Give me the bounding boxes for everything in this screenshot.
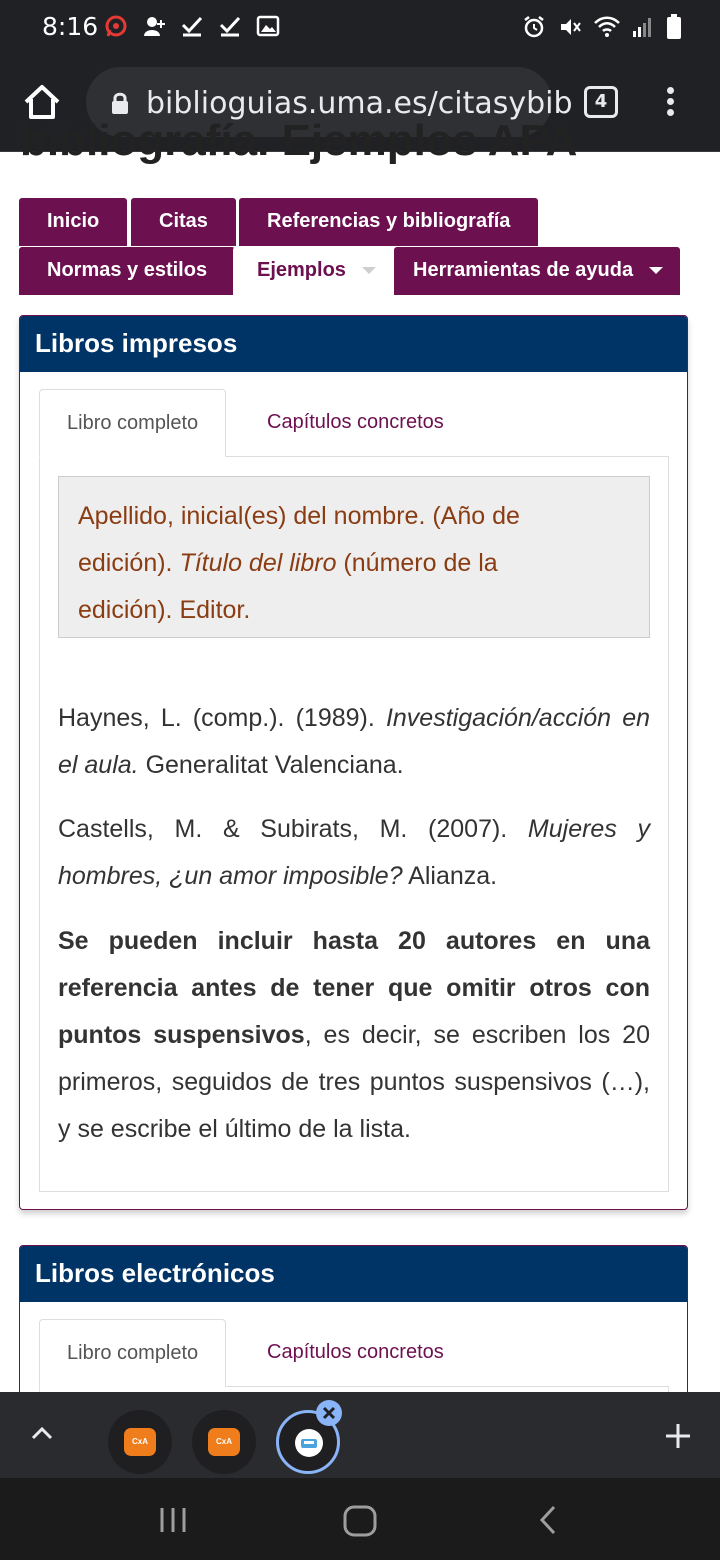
note-text: , es decir, se escriben los 20 primeros, seguidos de tres puntos suspensivos (…), y se escribe el último de la lista. — [58, 1021, 650, 1143]
dropdown-caret-icon — [362, 267, 376, 274]
tab-referencias[interactable]: Referencias y bibliografía — [239, 198, 538, 246]
lock-icon — [110, 91, 130, 115]
check-icon — [180, 14, 204, 38]
page-title: bibliografía. Ejemplos APA — [20, 116, 578, 165]
box-header: Libros impresos — [20, 316, 687, 372]
back-icon[interactable] — [538, 1504, 558, 1536]
tab-libro-completo[interactable]: Libro completo — [39, 389, 226, 457]
format-title-italic: Título del libro — [179, 549, 337, 577]
reference-text: Alianza. — [402, 862, 498, 890]
notification-icons — [104, 14, 280, 38]
check-icon-2 — [218, 14, 242, 38]
status-time: 8:16 — [42, 12, 99, 41]
add-contact-icon — [142, 14, 166, 38]
reference-text: Haynes, L. (comp.). (1989). — [58, 704, 386, 732]
tab-thumbnail-1[interactable] — [108, 1410, 172, 1474]
format-text-part: Apellido, inicial(es) del nombre. (Año de edición). — [78, 502, 520, 577]
favicon: CxA — [208, 1428, 240, 1456]
menu-dot — [667, 87, 674, 94]
format-text-part: (número de la edición). Editor. — [78, 549, 498, 624]
battery-icon — [666, 14, 682, 40]
tab-capitulos-concretos[interactable]: Capítulos concretos — [267, 1341, 444, 1363]
menu-dot — [667, 98, 674, 105]
reference-text: Generalitat Valenciana. — [138, 751, 404, 779]
tab-switcher-button[interactable]: 4 — [584, 86, 618, 118]
image-icon — [256, 14, 280, 38]
signal-icon — [632, 15, 654, 39]
tab-libro-completo[interactable]: Libro completo — [39, 1319, 226, 1387]
authors-note — [58, 918, 650, 1153]
tab-herramientas-label: Herramientas de ayuda — [413, 259, 634, 281]
close-icon — [322, 1406, 336, 1420]
note-bold: Se pueden incluir hasta 20 autores en una referencia antes de tener que omitir otros con puntos suspensivos — [58, 927, 650, 1049]
example-reference-1 — [58, 695, 650, 789]
box-header: Libros electrónicos — [20, 1246, 687, 1302]
tab-inicio[interactable]: Inicio — [19, 198, 127, 246]
system-icons — [522, 14, 682, 40]
site-favicon-icon — [293, 1427, 325, 1459]
wifi-icon — [594, 15, 620, 39]
mute-icon — [558, 15, 582, 39]
close-tab-button[interactable] — [316, 1400, 342, 1426]
tab-ejemplos-label: Ejemplos — [257, 259, 346, 281]
favicon: CxA — [124, 1428, 156, 1456]
system-nav-bar — [0, 1478, 720, 1560]
home-nav-icon[interactable] — [342, 1504, 378, 1538]
format-text — [78, 493, 548, 634]
tab-herramientas[interactable] — [394, 247, 680, 295]
more-menu-button[interactable] — [660, 84, 680, 124]
chevron-up-icon[interactable] — [30, 1424, 54, 1442]
url-text: biblioguias.uma.es/citasybib — [146, 86, 573, 121]
tab-ejemplos[interactable] — [233, 247, 388, 295]
alarm-icon — [522, 15, 546, 39]
whatsapp-icon — [104, 14, 128, 38]
tab-capitulos-concretos[interactable]: Capítulos concretos — [267, 411, 444, 433]
dropdown-caret-icon — [649, 267, 663, 274]
tab-thumbnail-2[interactable] — [192, 1410, 256, 1474]
recents-icon[interactable] — [158, 1506, 188, 1534]
tab-citas[interactable]: Citas — [131, 198, 236, 246]
reference-text: Castells, M. & Subirats, M. (2007). — [58, 815, 528, 843]
status-bar — [0, 0, 720, 54]
reference-title: Mujeres y hombres, ¿un amor imposible? — [58, 815, 650, 890]
libros-impresos-box — [19, 315, 688, 1210]
reference-title: Investigación/acción en el aula. — [58, 704, 651, 779]
browser-tab-strip — [0, 1392, 720, 1478]
example-reference-2 — [58, 806, 650, 900]
plus-icon[interactable] — [664, 1422, 692, 1450]
tab-normas[interactable]: Normas y estilos — [19, 247, 235, 295]
menu-dot — [667, 109, 674, 116]
format-template — [58, 476, 650, 638]
page-content — [0, 116, 720, 1392]
